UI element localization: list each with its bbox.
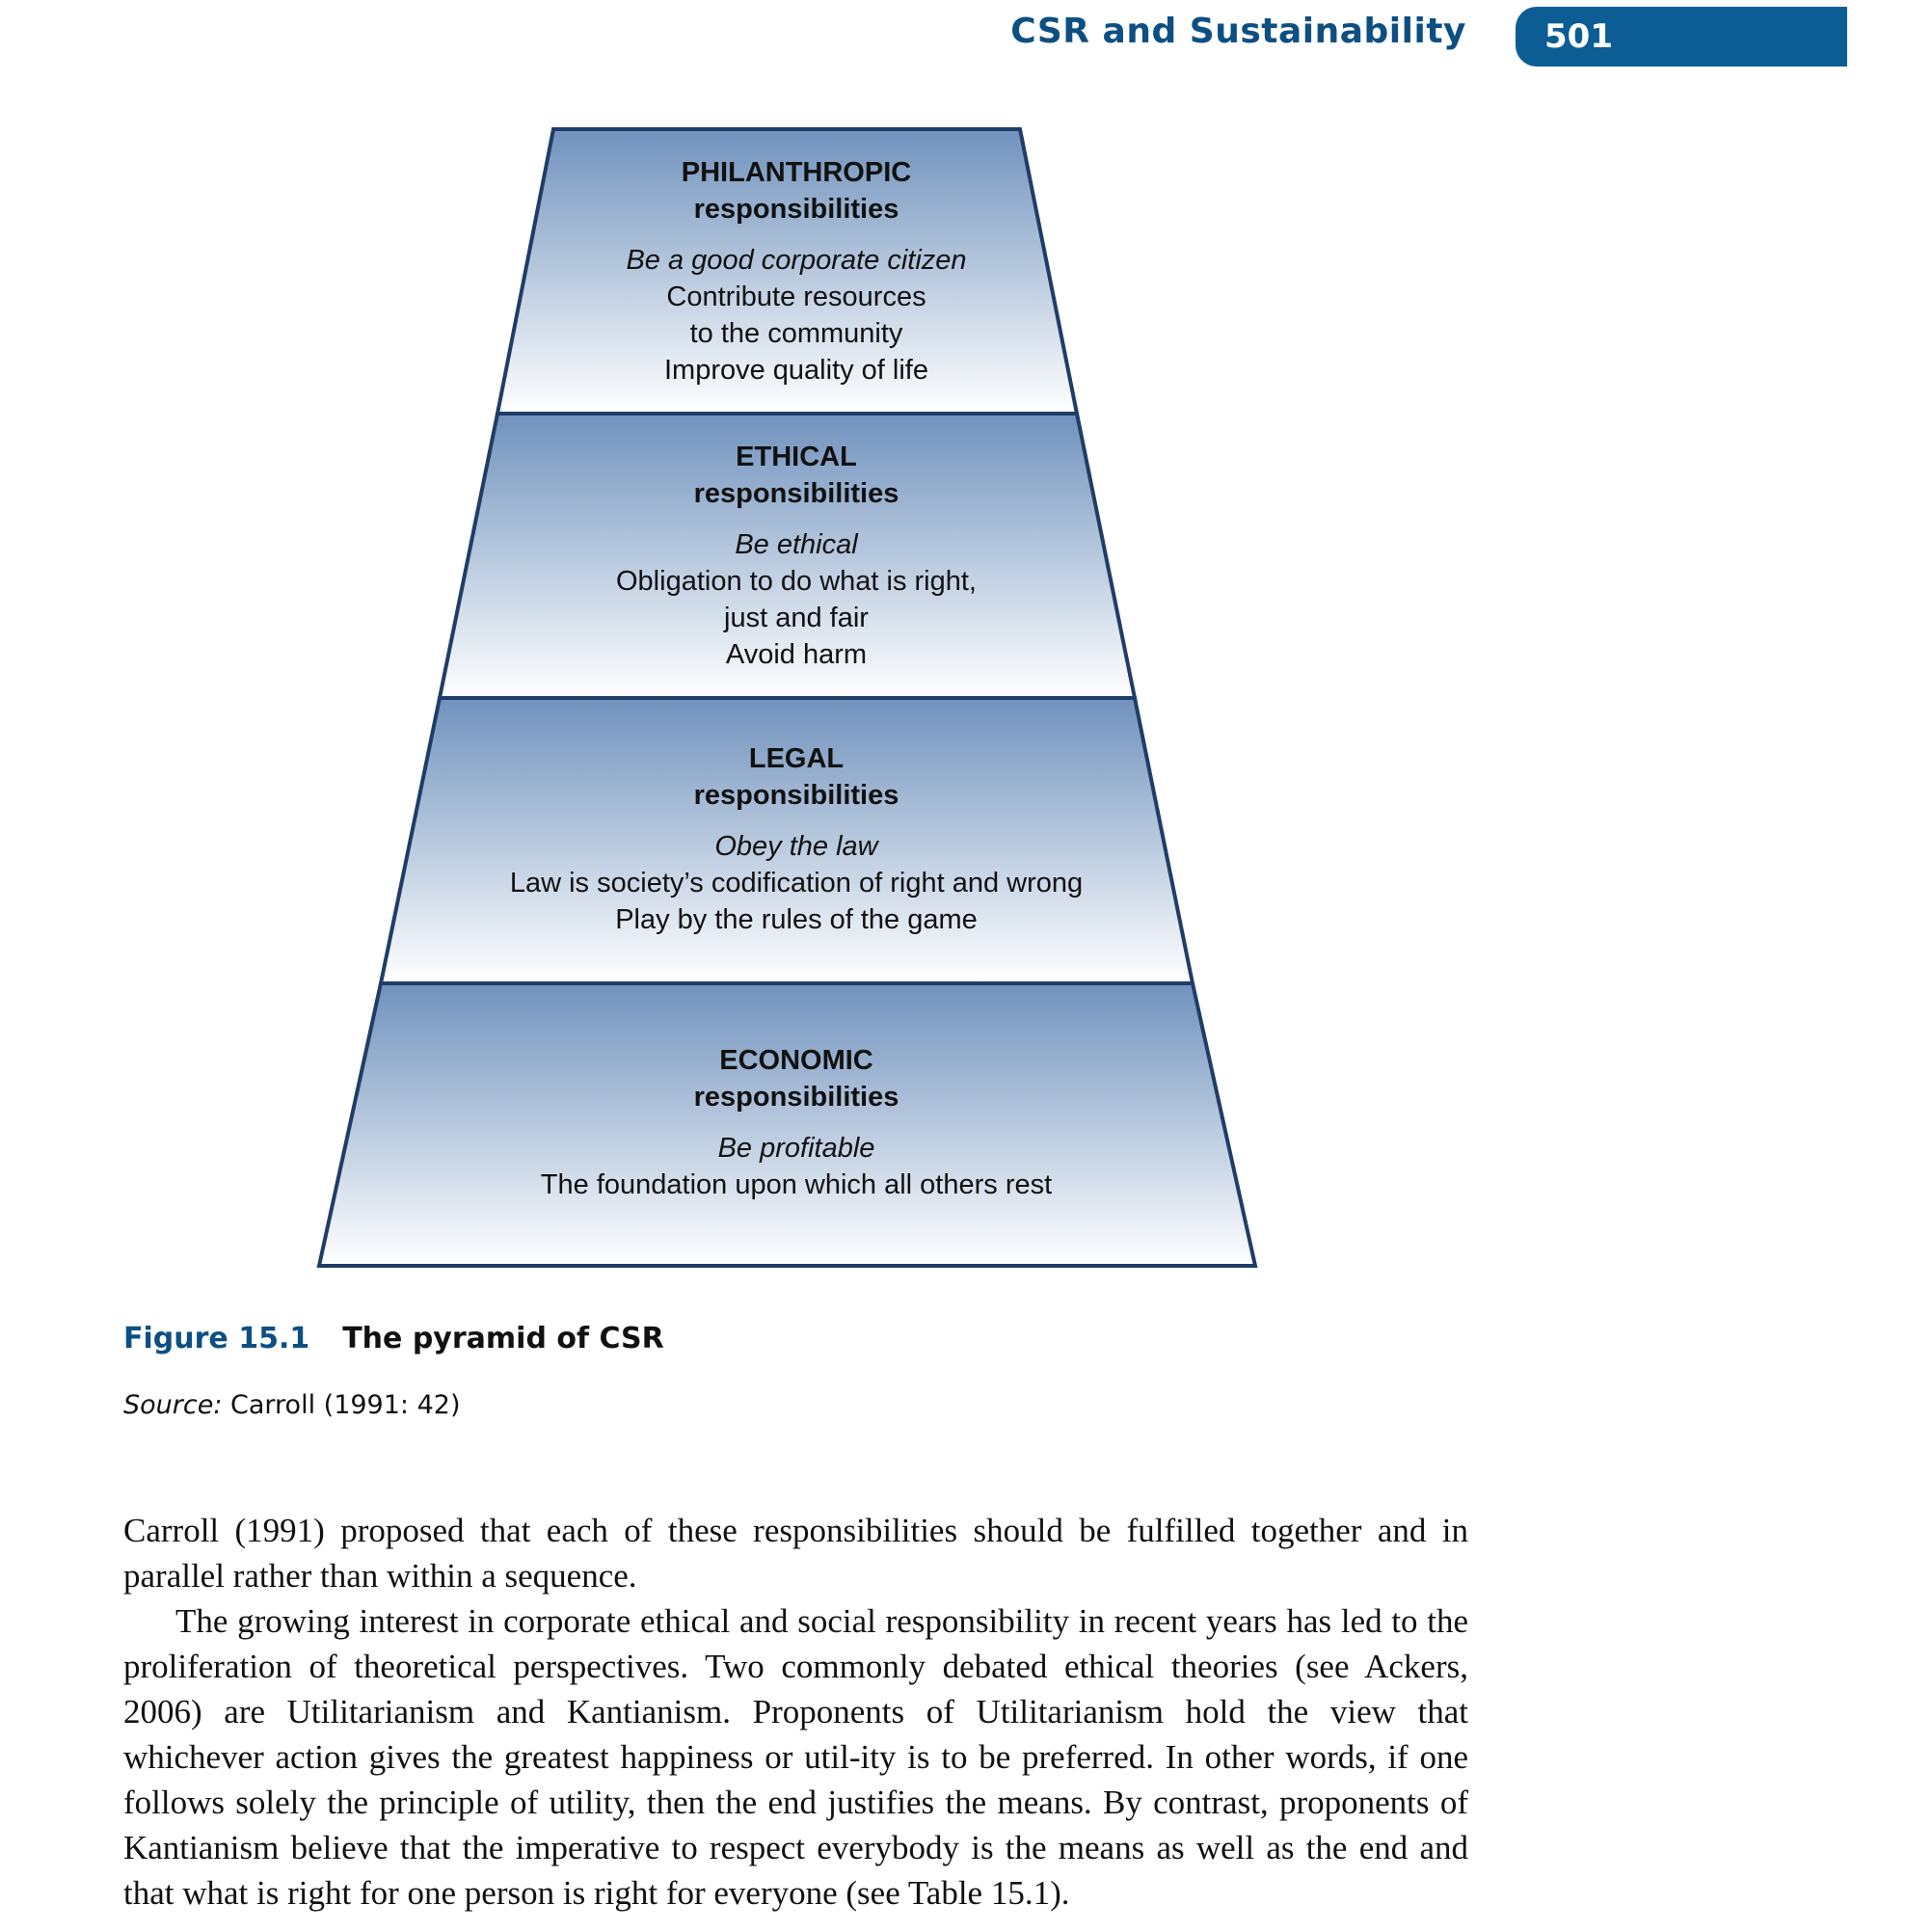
tier-motto: Be profitable — [717, 1133, 875, 1164]
tier-detail-line: Law is society’s codification of right and wrong — [509, 868, 1084, 899]
tier-ethical-label — [411, 439, 1182, 673]
tier-detail-line: to the community — [689, 318, 903, 349]
tier-philanthropic-label — [411, 154, 1182, 389]
tier-detail-line: Play by the rules of the game — [615, 904, 978, 935]
source-label: Source: — [123, 1390, 223, 1420]
page-number: 501 — [1544, 17, 1613, 56]
figure-number: Figure 15.1 — [123, 1322, 310, 1355]
tier-detail-line: just and fair — [724, 603, 869, 633]
tier-name: ETHICAL — [736, 442, 857, 472]
tier-economic-label — [411, 1042, 1182, 1203]
tier-motto: Obey the law — [714, 831, 878, 862]
tier-detail-line: Avoid harm — [725, 639, 868, 670]
tier-responsibilities-label: responsibilities — [693, 780, 899, 811]
figure-source — [123, 1390, 460, 1420]
tier-detail-line: Improve quality of life — [663, 355, 928, 386]
body-paragraph: The growing interest in corporate ethical and social responsibility in recent years has led to the proliferation of theoretical perspectives. Two commonly debated ethical theories (see Ackers, 2006) are Utilitarianism and Kantianism. Proponents of Utilitarianism hold the view that whichever action gives the greatest happiness or util-ity is to be preferred. In other words, if one follows solely the principle of utility, then the end justifies the means. By contrast, proponents of Kantianism believe that the imperative to respect everybody is the means as well as the end and that what is right for one person is right for everyone (see Table 15.1). — [123, 1602, 1468, 1912]
tier-name: LEGAL — [748, 743, 845, 774]
body-paragraph: Carroll (1991) proposed that each of these responsibilities should be fulfilled together and in parallel rather than within a sequence. — [123, 1512, 1468, 1595]
tier-name: PHILANTHROPIC — [681, 157, 912, 188]
source-text: Carroll (1991: 42) — [222, 1390, 461, 1420]
tier-motto: Be a good corporate citizen — [626, 245, 967, 276]
running-header-title: CSR and Sustainability — [1010, 12, 1466, 51]
figure-caption — [123, 1322, 664, 1355]
tier-name: ECONOMIC — [719, 1045, 873, 1076]
tier-responsibilities-label: responsibilities — [693, 1082, 899, 1113]
tier-detail-line: Obligation to do what is right, — [616, 566, 977, 597]
figure-title: The pyramid of CSR — [342, 1322, 664, 1355]
tier-detail-line: Contribute resources — [666, 282, 926, 312]
tier-responsibilities-label: responsibilities — [693, 478, 899, 509]
tier-motto: Be ethical — [735, 529, 858, 560]
tier-legal-label — [411, 740, 1182, 938]
tier-detail-line: The foundation upon which all others rest — [540, 1169, 1053, 1200]
tier-responsibilities-label: responsibilities — [693, 194, 899, 225]
